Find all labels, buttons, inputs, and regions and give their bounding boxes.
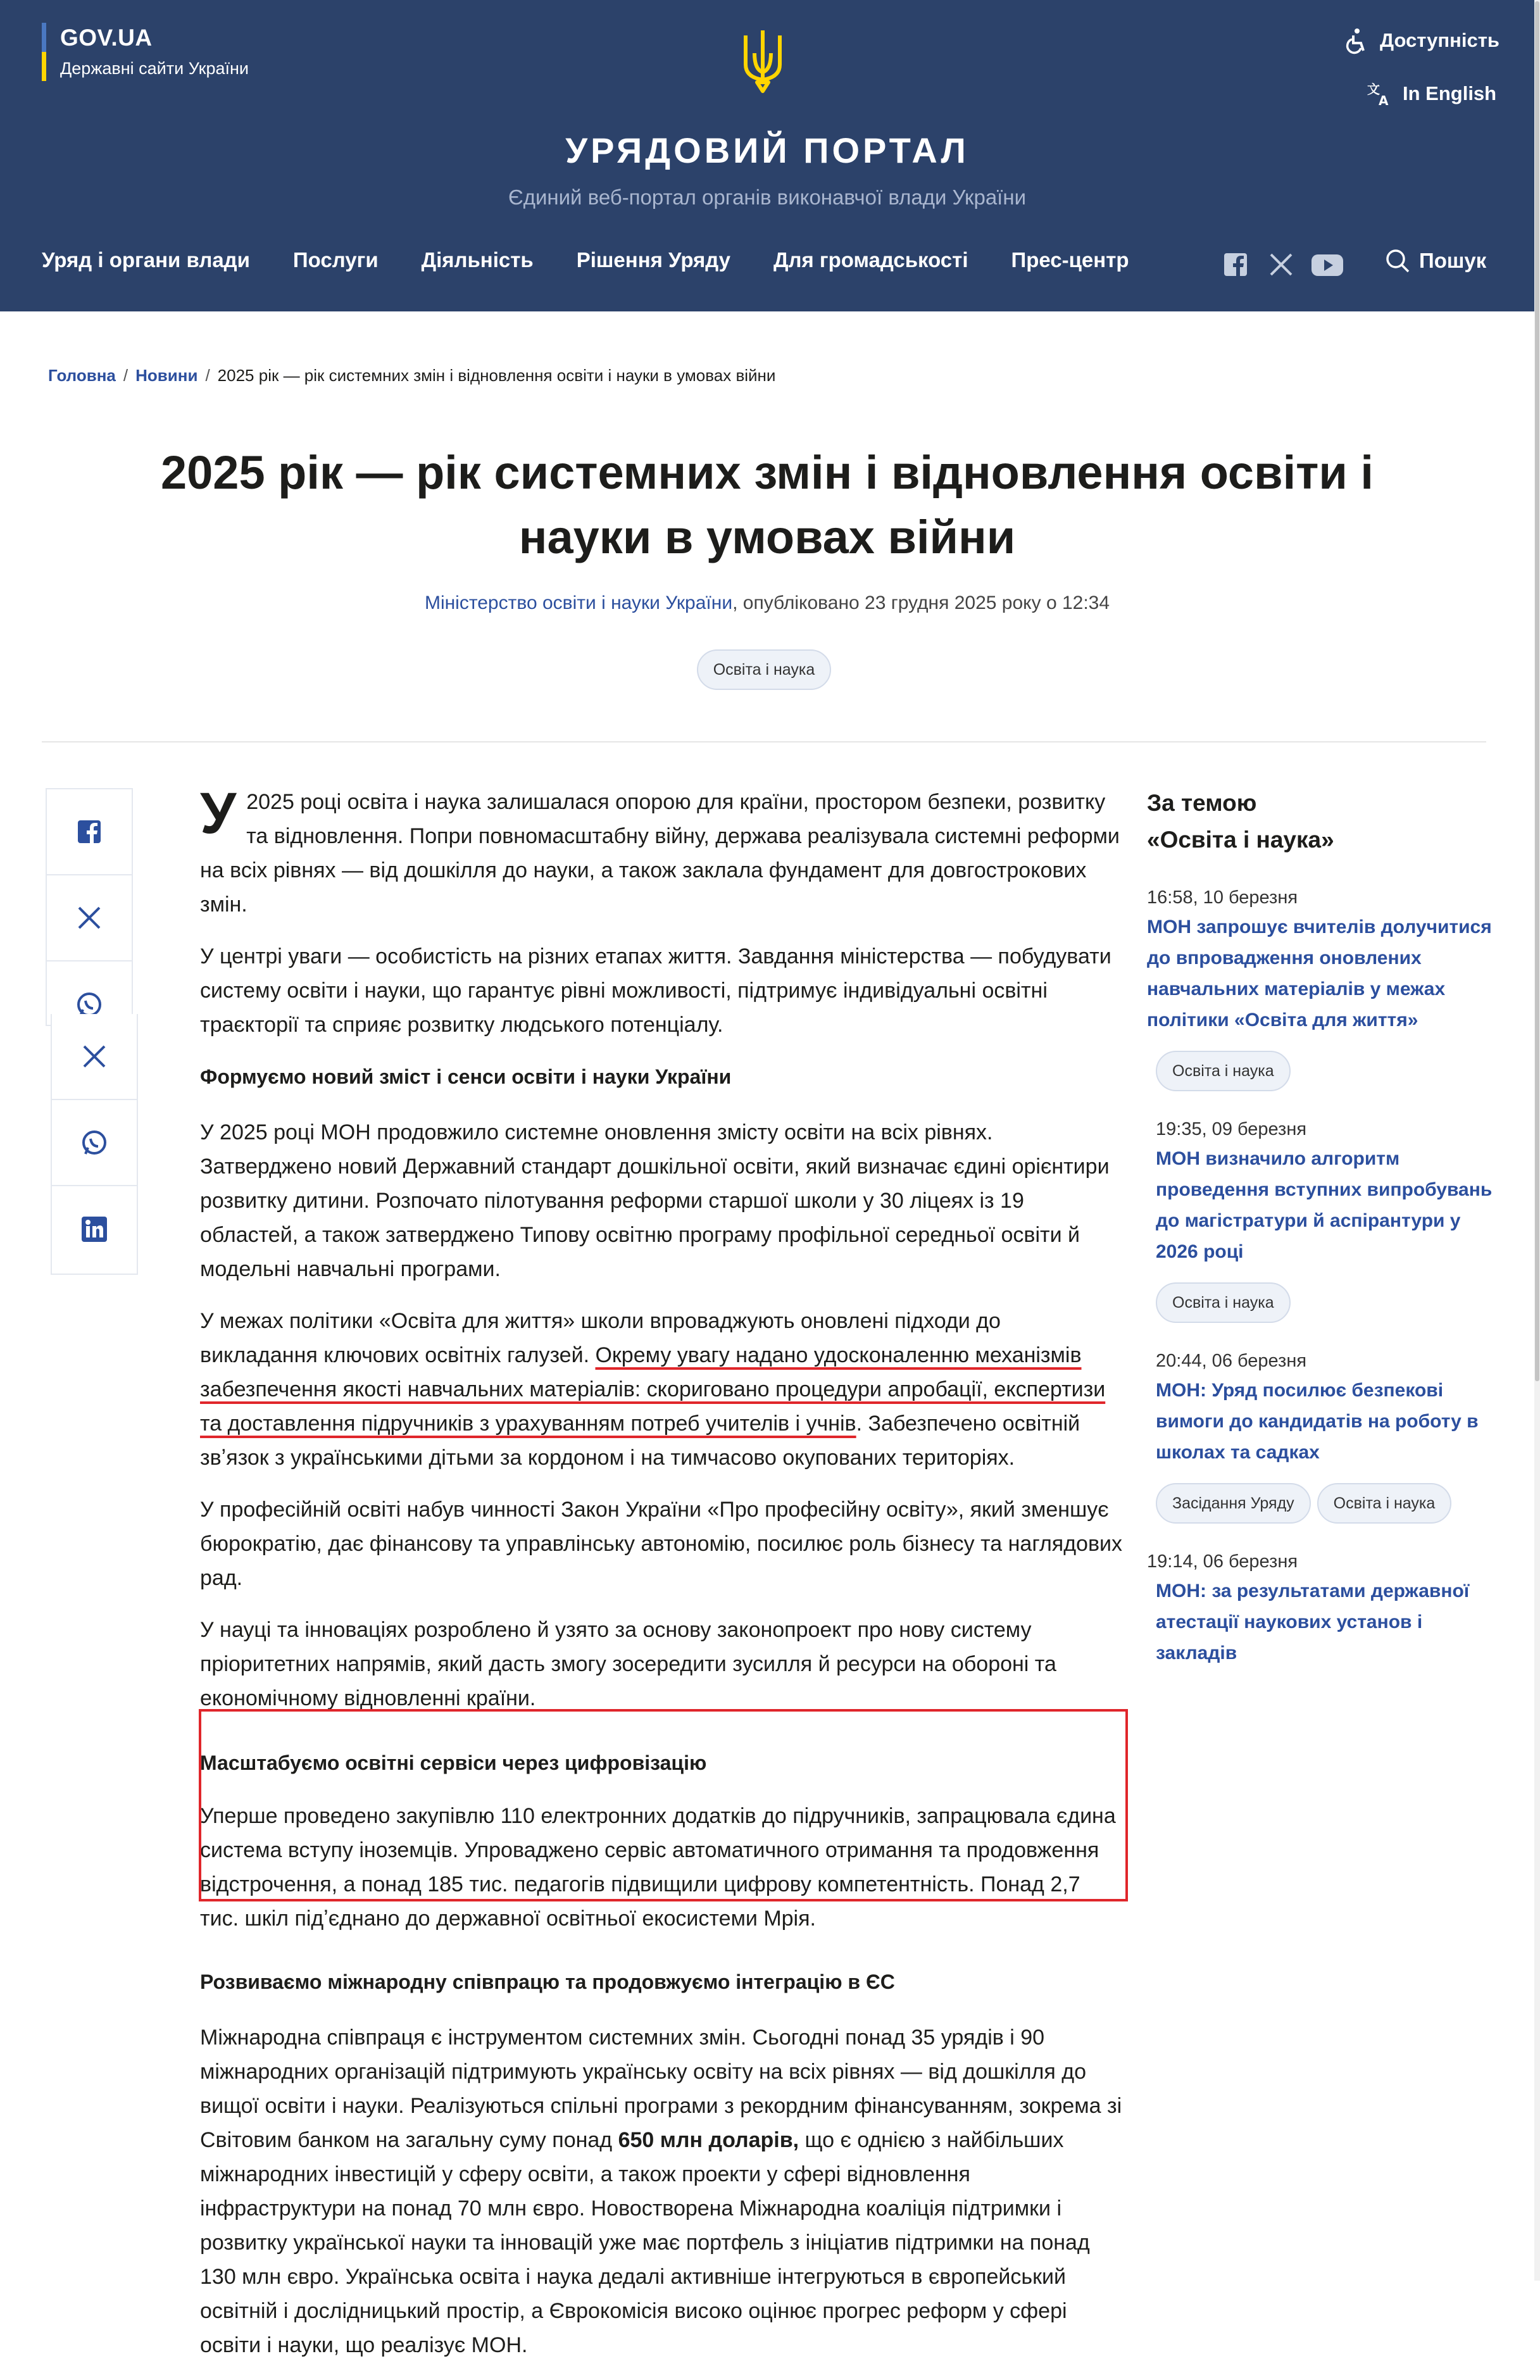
accessibility-label: Доступність [1380, 29, 1499, 51]
article-source-link[interactable]: Міністерство освіти і науки України [424, 592, 733, 613]
related-link[interactable]: МОН: Уряд посилює безпекові вимоги до кандидатів на роботу в школах та садках [1156, 1380, 1479, 1463]
site-subtitle: Єдиний веб-портал органів виконавчої влади України [508, 185, 1027, 209]
share-x-button[interactable] [47, 875, 132, 961]
paragraph-text: 2025 році освіта і наука залишалася опорою для країни, простором безпеки, розвитку та відновлення. Попри повномасштабну війну, держава реалізувала системні реформи на всіх рівнях — від дошкілля до науки, а також заклала фундамент для довгострокових змін. [200, 790, 1120, 917]
search-label: Пошук [1419, 249, 1487, 272]
facebook-icon [75, 818, 103, 846]
sidebar-heading-line: «Освіта і наука» [1147, 827, 1334, 853]
related-date: 16:58, 10 березня [1147, 887, 1298, 908]
share-x-button[interactable] [52, 1014, 137, 1100]
breadcrumb-separator: / [123, 366, 128, 385]
divider [42, 741, 1486, 742]
bold-text: 650 млн доларів, [618, 2128, 799, 2152]
share-panel-sticky [51, 1014, 138, 1275]
svg-text:A: A [1379, 93, 1389, 108]
nav-services[interactable]: Послуги [292, 248, 379, 272]
share-whatsapp-button[interactable] [52, 1100, 137, 1186]
breadcrumb [48, 366, 775, 385]
article-meta [0, 592, 1534, 614]
highlight-box [199, 1709, 1128, 1901]
article-paragraph: У центрі уваги — особистість на різних етапах життя. Завдання міністерства — побудувати систему освіти і науки, що гарантує рівні можливості, підтримує індивідуальні освітні траєкторії та сприяє розвитку людського потенціалу. [200, 944, 1111, 1037]
share-linkedin-button[interactable] [52, 1186, 137, 1272]
section-heading: Розвиваємо міжнародну співпрацю та продовжуємо інтеграцію в ЄС [200, 1970, 895, 1993]
site-header [0, 0, 1534, 311]
article-published: , опубліковано 23 грудня 2025 року о 12:34 [732, 592, 1110, 613]
related-tag[interactable]: Освіта і наука [1156, 1051, 1291, 1091]
paragraph-text: Міжнародна співпраця є інструментом системних змін. Сьогодні понад 35 урядів і 90 міжнародних організацій підтримують українську освіту на всіх рівнях — від дошкілля до вищої освіти і науки. Реалізуються спільні програми з рекордним фінансуванням, зокрема зі Світовим банком на загальну суму понад [200, 2026, 1122, 2152]
article-paragraph: Уперше проведено закупівлю 110 електронних додатків до підручників, запрацювала єдина система вступу іноземців. Упроваджено сервіс автоматичного отримання та продовження відстрочення, а понад 185 тис. педагогів підвищили цифрову компетентність. Понад 2,7 тис. шкіл підʼєднано до державної освітньої екосистеми Мрія. [200, 1804, 1116, 1931]
search-button[interactable] [1385, 248, 1486, 273]
paragraph-text: У межах політики «Освіта для життя» школи впроваджують оновлені підходи до викладання ключових освітніх галузей. [200, 1309, 1001, 1367]
article-paragraph: У професійній освіті набув чинності Закон України «Про професійну освіту», який зменшує бюрократію, дає фінансову та управлінську автономію, посилює роль бізнесу та наглядових рад. [200, 1498, 1123, 1590]
facebook-icon[interactable] [1222, 251, 1249, 279]
gov-ua-title[interactable]: GOV.UA [60, 25, 153, 51]
translate-icon [1367, 81, 1393, 106]
related-item [1147, 884, 1501, 1091]
search-icon [1385, 248, 1410, 273]
language-label: In English [1403, 82, 1497, 104]
paragraph-text: що є однією з найбільших міжнародних інвестицій у сферу освіти, а також проекти у сфері відновлення інфраструктури на понад 70 млн євро. Новостворена Міжнародна коаліція підтримки і розвитку української науки та інновацій уже має портфель з ініціатив підтримки на понад 130 млн євро. Українська освіта і наука дедалі активніше інтегруються в європейський освітній і дослідницький простір, а Єврокомісія високо оцінює прогрес реформ у сфері освіти і науки, що реалізує МОН. [200, 2128, 1090, 2357]
related-link[interactable]: МОН визначило алгоритм проведення вступних випробувань до магістратури й аспірантури у 2026 році [1156, 1148, 1493, 1262]
youtube-icon[interactable] [1310, 251, 1344, 279]
main-nav [42, 248, 1172, 272]
paragraph-text: . Забезпечено освітній звʼязок з українськими дітьми за кордоном і на тимчасово окупованих територіях. [200, 1412, 1080, 1470]
linkedin-icon [80, 1215, 108, 1243]
related-link[interactable]: МОН: за результатами державної атестації наукових установ і закладів [1156, 1581, 1470, 1663]
related-link[interactable]: МОН запрошує вчителів долучитися до впровадження оновлених навчальних матеріалів у межах політики «Освіта для життя» [1147, 917, 1492, 1030]
related-tag[interactable]: Освіта і наука [1317, 1483, 1452, 1524]
underlined-text: Окрему увагу надано удосконаленню механізмів забезпечення якості навчальних матеріалів: скориговано процедури апробації, експертизи та доставлення підручників з урахуванням потреб учителів і учнів [200, 1343, 1106, 1436]
article-tag[interactable]: Освіта і наука [697, 649, 831, 690]
related-item [1147, 1548, 1501, 1669]
trident-icon[interactable] [741, 28, 785, 94]
language-link[interactable] [1367, 81, 1496, 106]
nav-activity[interactable]: Діяльність [421, 248, 534, 272]
whatsapp-icon [80, 1129, 108, 1156]
sidebar-heading [1147, 785, 1501, 858]
breadcrumb-separator: / [205, 366, 210, 385]
nav-decisions[interactable]: Рішення Уряду [576, 248, 730, 272]
related-tag[interactable]: Освіта і наука [1156, 1282, 1291, 1323]
breadcrumb-current: 2025 рік — рік системних змін і відновлення освіти і науки в умовах війни [217, 366, 776, 385]
accessibility-link[interactable] [1344, 28, 1499, 53]
related-item [1147, 1115, 1501, 1323]
nav-public[interactable]: Для громадськості [773, 248, 968, 272]
article-paragraph [200, 781, 1124, 922]
nav-government[interactable]: Уряд і органи влади [42, 248, 250, 272]
related-tag[interactable]: Засідання Уряду [1156, 1483, 1311, 1524]
page-scrollbar[interactable] [1534, 0, 1540, 2281]
gov-ua-subtitle[interactable]: Державні сайти України [60, 59, 249, 78]
share-facebook-button[interactable] [47, 789, 132, 875]
article-paragraph: У 2025 році МОН продовжило системне оновлення змісту освіти на всіх рівнях. Затверджено новий Державний стандарт дошкільної освіти, який визначає єдині орієнтири розвитку дитини. Розпочато пілотування реформи старшої школи у 30 ліцеях із 19 областей, а також затверджено Типову освітню програму профільної середньої освіти й модельні навчальні програми. [200, 1120, 1110, 1281]
related-date: 19:14, 06 березня [1147, 1551, 1298, 1572]
related-item [1147, 1347, 1501, 1524]
sidebar-heading-line: За темою [1147, 790, 1257, 816]
related-date: 20:44, 06 березня [1156, 1351, 1307, 1371]
site-title[interactable]: УРЯДОВИЙ ПОРТАЛ [565, 130, 969, 170]
x-icon [75, 904, 103, 932]
related-date: 19:35, 09 березня [1156, 1119, 1307, 1139]
drop-cap: У [200, 781, 237, 846]
section-heading: Масштабуємо освітні сервіси через цифровізацію [200, 1751, 707, 1774]
section-heading: Формуємо новий зміст і сенси освіти і науки України [200, 1065, 732, 1088]
nav-press-center[interactable]: Прес-центр [1011, 248, 1129, 272]
article-paragraph: У науці та інноваціях розроблено й узято за основу законопроект про нову систему пріоритетних напрямів, який дасть змогу зосередити зусилля й ресурси на обороні та економічному відновленні країни. [200, 1618, 1056, 1710]
breadcrumb-news[interactable]: Новини [135, 366, 198, 385]
breadcrumb-home[interactable]: Головна [48, 366, 116, 385]
article-paragraph [200, 2020, 1124, 2362]
article-body [200, 781, 1124, 2380]
share-panel-top [46, 788, 133, 1026]
scrollbar-thumb[interactable] [1535, 1, 1539, 1381]
article-title: 2025 рік — рік системних змін і відновлення освіти і науки в умовах війни [161, 446, 1374, 563]
article-paragraph [200, 1304, 1124, 1475]
related-sidebar [1147, 785, 1501, 1669]
gov-ua-link[interactable] [42, 23, 249, 81]
x-icon [80, 1043, 108, 1070]
x-icon[interactable] [1267, 251, 1295, 279]
svg-text:文: 文 [1367, 82, 1380, 97]
accessibility-icon [1344, 28, 1370, 53]
